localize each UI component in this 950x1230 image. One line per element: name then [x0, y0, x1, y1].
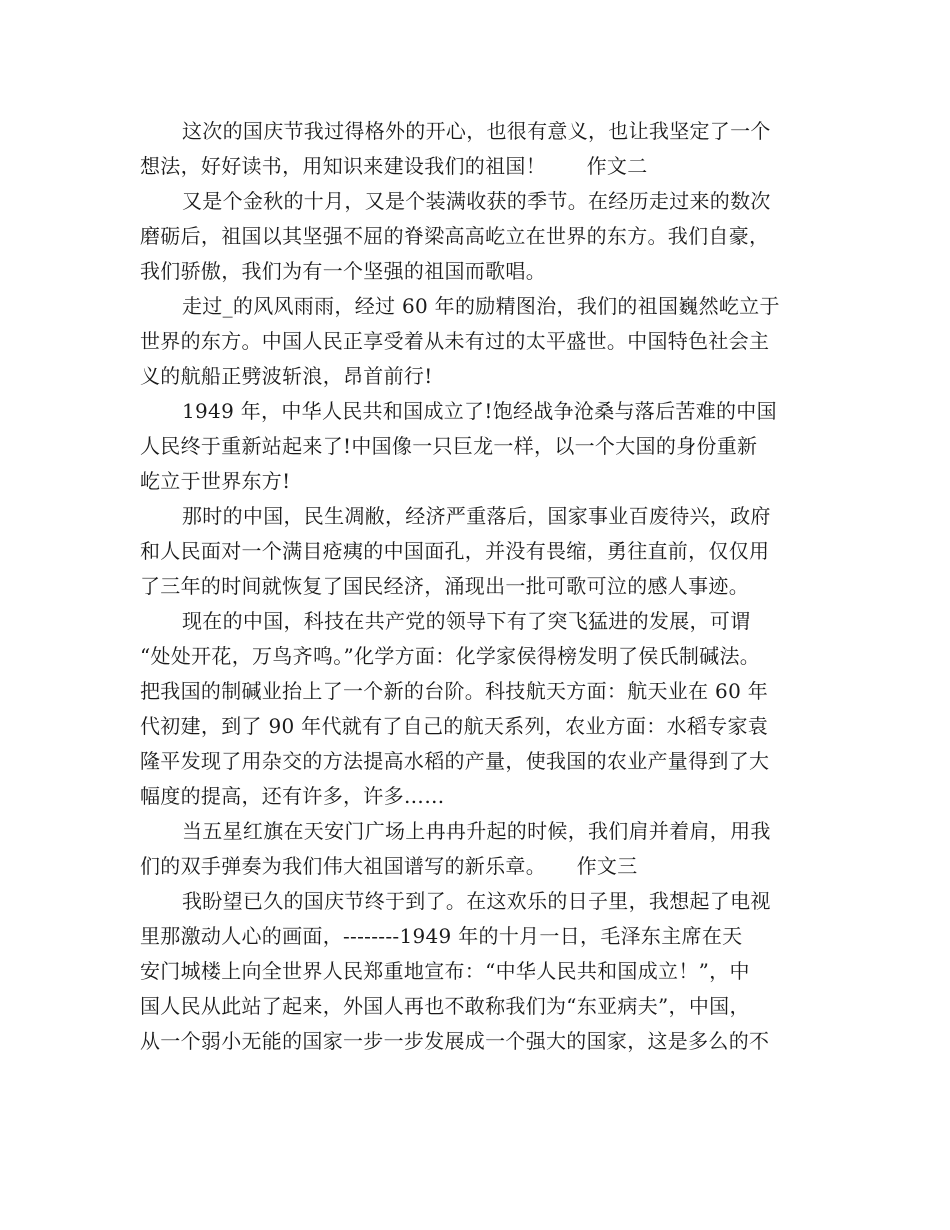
paragraph-line: 们的双手弹奏为我们伟大祖国谱写的新乐章。 作文三	[140, 854, 638, 878]
paragraph-line: 磨砺后，祖国以其坚强不屈的脊梁高高屹立在世界的东方。我们自豪，	[140, 224, 770, 248]
paragraph-line: 代初建，到了 90 年代就有了自己的航天系列，农业方面：水稻专家袁	[140, 714, 769, 738]
paragraph-line: 国人民从此站了起来，外国人再也不敢称我们为“东亚病夫”，中国，	[140, 994, 750, 1018]
paragraph-line: 把我国的制碱业抬上了一个新的台阶。科技航天方面：航天业在 60 年	[140, 679, 769, 703]
paragraph-line: 人民终于重新站起来了!中国像一只巨龙一样，以一个大国的身份重新	[140, 434, 758, 458]
paragraph-first-line: 我盼望已久的国庆节终于到了。在这欢乐的日子里，我想起了电视	[182, 889, 771, 913]
document-body	[140, 114, 830, 1059]
paragraph-first-line: 又是个金秋的十月，又是个装满收获的季节。在经历走过来的数次	[182, 189, 771, 213]
paragraph-line: 义的航船正劈波斩浪，昂首前行!	[140, 364, 433, 388]
paragraph-line: 隆平发现了用杂交的方法提高水稻的产量，使我国的农业产量得到了大	[140, 749, 770, 773]
paragraph-line: 世界的东方。中国人民正享受着从未有过的太平盛世。中国特色社会主	[140, 329, 770, 353]
paragraph-line: 和人民面对一个满目疮痍的中国面孔，并没有畏缩，勇往直前，仅仅用	[140, 539, 770, 563]
paragraph-line: 屹立于世界东方!	[140, 469, 291, 493]
paragraph-line: 想法，好好读书，用知识来建设我们的祖国！ 作文二	[140, 154, 648, 178]
paragraph-line: 我们骄傲，我们为有一个坚强的祖国而歌唱。	[140, 259, 546, 283]
paragraph-line: “处处开花，万鸟齐鸣。”化学方面：化学家侯得榜发明了侯氏制碱法。	[140, 644, 761, 668]
paragraph-line: 安门城楼上向全世界人民郑重地宣布：“中华人民共和国成立！”，中	[140, 959, 750, 983]
paragraph-first-line: 那时的中国，民生凋敝，经济严重落后，国家事业百废待兴，政府	[182, 504, 771, 528]
paragraph-line: 幅度的提高，还有许多，许多……	[140, 784, 445, 808]
paragraph-first-line: 这次的国庆节我过得格外的开心，也很有意义，也让我坚定了一个	[182, 119, 771, 143]
paragraph-line: 从一个弱小无能的国家一步一步发展成一个强大的国家，这是多么的不	[140, 1029, 770, 1053]
paragraph-first-line: 当五星红旗在天安门广场上冉冉升起的时候，我们肩并着肩，用我	[182, 819, 771, 843]
paragraph-first-line: 1949 年，中华人民共和国成立了!饱经战争沧桑与落后苦难的中国	[182, 399, 777, 423]
paragraph-first-line: 现在的中国，科技在共产党的领导下有了突飞猛进的发展，可谓	[182, 609, 751, 633]
paragraph-line: 里那激动人心的画面，--------1949 年的十月一日，毛泽东主席在天	[140, 924, 743, 948]
paragraph-line: 了三年的时间就恢复了国民经济，涌现出一批可歌可泣的感人事迹。	[140, 574, 749, 598]
paragraph-first-line: 走过_的风风雨雨，经过 60 年的励精图治，我们的祖国巍然屹立于	[182, 294, 780, 318]
